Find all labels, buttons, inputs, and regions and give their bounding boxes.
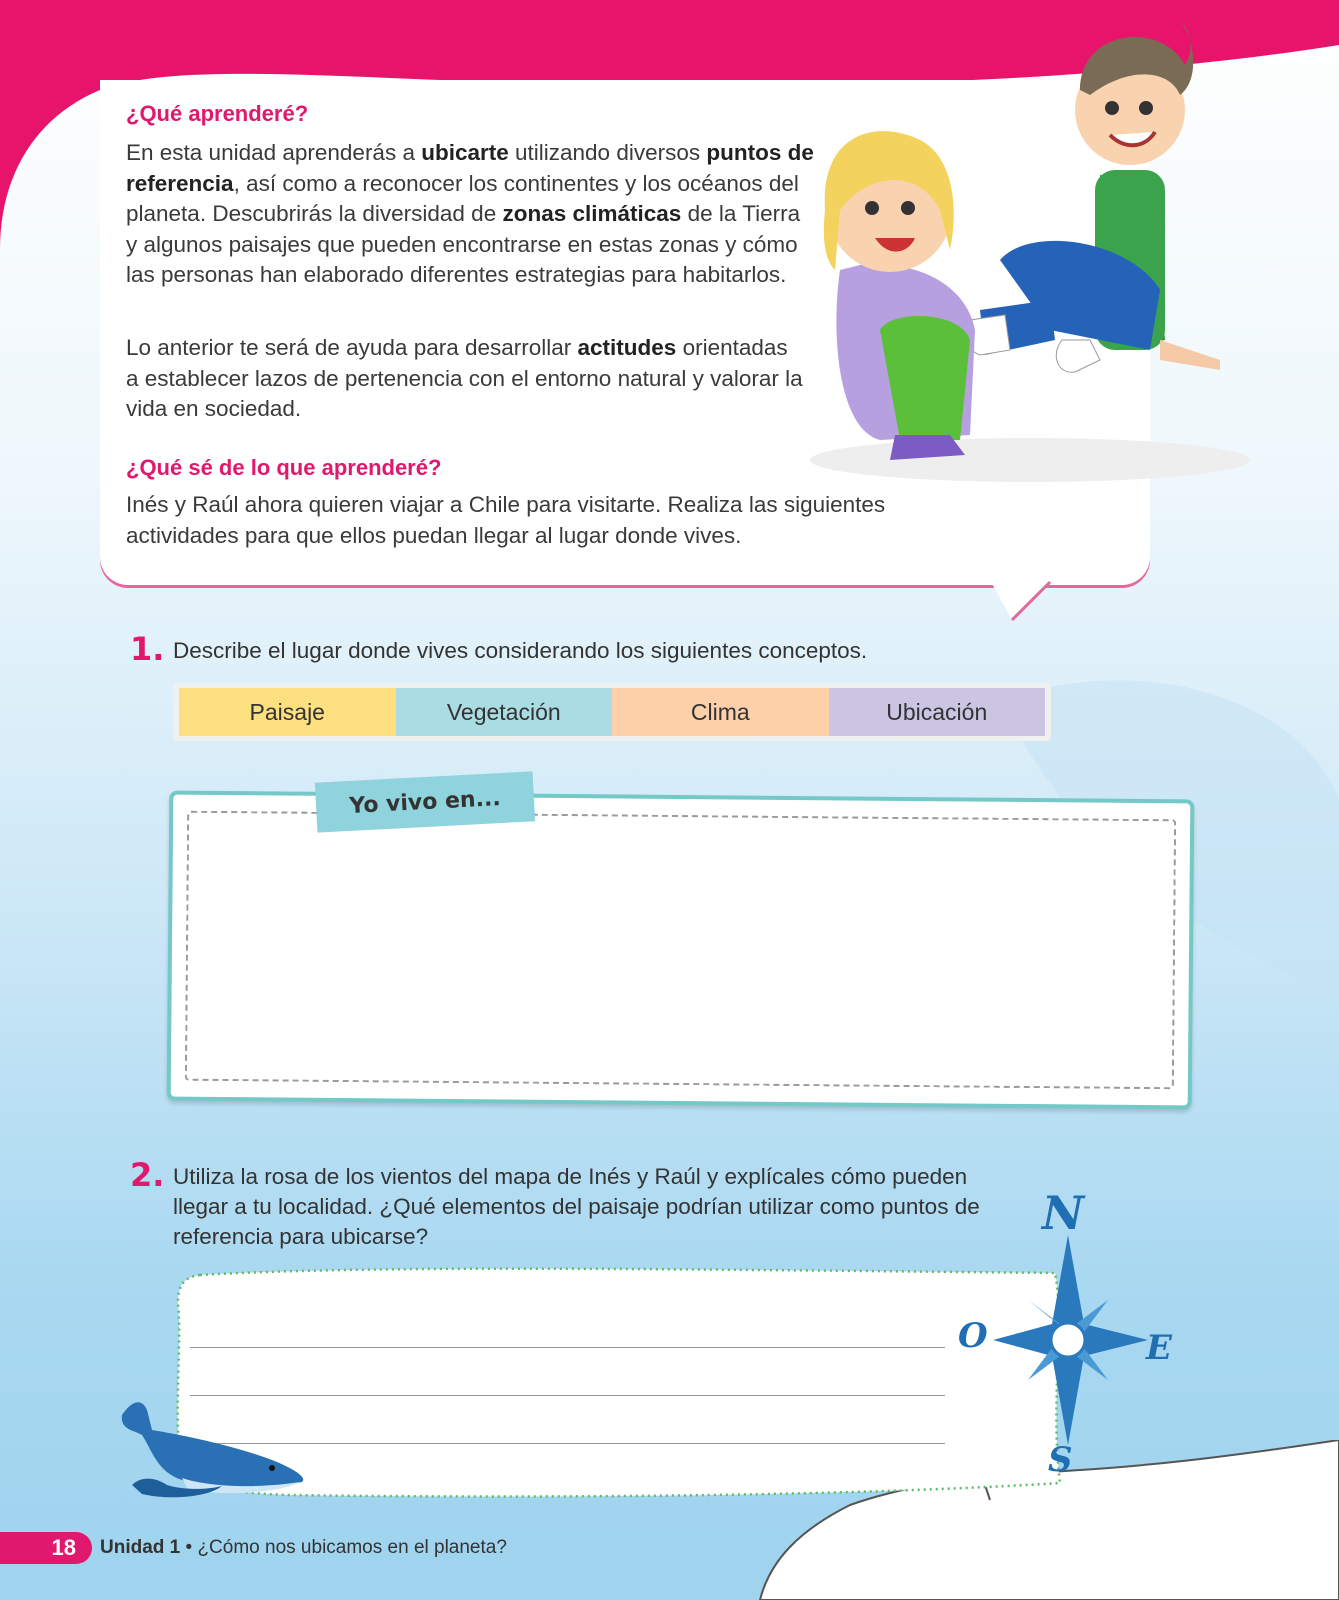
compass-east-label: E (1146, 1328, 1172, 1368)
speech-bubble-tail (990, 580, 1060, 630)
intro-paragraph-1: En esta unidad aprenderás a ubicarte utilizando diversos puntos de referencia, así como a reconocer los continentes y los océanos del planeta. Descubrirás la diversidad de zonas climáticas de la Tierra y algunos paisajes que pueden encontrarse en estas zonas y cómo las personas han elaborado diferentes estrategias para habitarlos. (126, 140, 814, 287)
section-title-know: ¿Qué sé de lo que aprenderé? (126, 455, 442, 480)
concepts-bar (173, 683, 1051, 741)
activity-2-number: 2. (130, 1156, 165, 1194)
answer-line-1[interactable] (190, 1347, 945, 1348)
intro-paragraph-3: Inés y Raúl ahora quieren viajar a Chile para visitarte. Realiza las siguientes actividades para que ellos puedan llegar al lugar donde vives. (126, 492, 886, 548)
concept-paisaje: Paisaje (179, 688, 396, 736)
concept-vegetacion: Vegetación (396, 688, 613, 736)
intro-paragraph-2: Lo anterior te será de ayuda para desarrollar actitudes orientadas a establecer lazos de pertenencia con el entorno natural y valorar la vida en sociedad. (126, 335, 803, 421)
activity-2-text: Utiliza la rosa de los vientos del mapa de Inés y Raúl y explícales cómo pueden llegar a tu localidad. ¿Qué elementos del paisaje podrían utilizar como puntos de referencia para ubicarse? (173, 1164, 980, 1249)
activity-1-text: Describe el lugar donde vives considerando los siguientes conceptos. (173, 638, 868, 663)
compass-west-label: O (958, 1316, 988, 1356)
concept-ubicacion: Ubicación (829, 688, 1046, 736)
compass-south-label: S (1048, 1440, 1073, 1480)
footer-unit: Unidad 1 • ¿Cómo nos ubicamos en el planeta? (100, 1537, 507, 1558)
writing-area[interactable] (185, 811, 1176, 1090)
page-number: 18 (0, 1532, 92, 1564)
yo-vivo-en-tag: Yo vivo en... (315, 771, 535, 832)
whale-icon (112, 1390, 312, 1510)
description-writing-box[interactable] (168, 785, 1193, 1105)
writing-box-frame (167, 791, 1195, 1110)
activity-1-number: 1. (130, 630, 165, 668)
concept-clima: Clima (612, 688, 829, 736)
children-illustration (800, 10, 1260, 490)
compass-north-label: N (1042, 1186, 1085, 1240)
section-title-learn: ¿Qué aprenderé? (126, 101, 309, 126)
page-footer (0, 1530, 507, 1566)
